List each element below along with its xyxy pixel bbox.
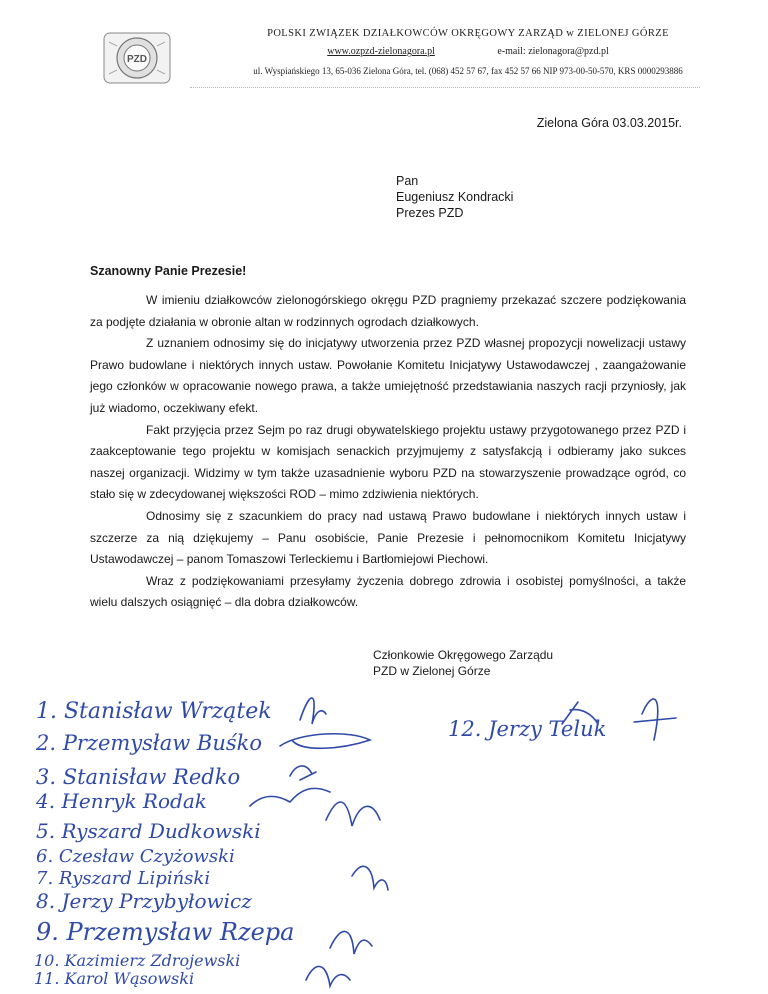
paragraph: W imieniu działkowców zielonogórskiego okręgu PZD pragniemy przekazać szczere podziękowania za podjęte działania w obronie altan w rodzinnych ogrodach działkowych.	[90, 293, 686, 329]
organization-address: ul. Wyspiańskiego 13, 65-036 Zielona Góra, tel. (068) 452 57 67, fax 452 57 66 NIP 973-00-50-570, KRS 0000293886	[253, 66, 683, 76]
greeting: Szanowny Panie Prezesie!	[90, 264, 247, 278]
header-divider	[190, 87, 700, 88]
website-link[interactable]: www.ozpzd-zielonagora.pl	[327, 46, 435, 57]
paragraph: Wraz z podziękowaniami przesyłamy życzenia dobrego zdrowia i osobistej pomyślności, a także wielu dalszych osiągnięć – dla dobra działkowców.	[90, 573, 686, 610]
svg-text:PZD: PZD	[127, 54, 147, 65]
letter-date: Zielona Góra 03.03.2015r.	[536, 116, 682, 130]
handwritten-signatures	[0, 680, 768, 994]
signature-10: 10. Kazimierz Zdrojewski	[34, 951, 241, 970]
signature-1: 1. Stanisław Wrzątek	[36, 699, 272, 724]
signature-11: 11. Karol Wąsowski	[34, 969, 195, 988]
recipient-block	[396, 173, 513, 221]
signature-scribbles	[250, 698, 676, 986]
signature-4: 4. Henryk Rodak	[36, 789, 207, 813]
signature-9: 9. Przemysław Rzepa	[36, 918, 295, 946]
closing-block	[373, 647, 553, 679]
signature-8: 8. Jerzy Przybyłowicz	[36, 889, 252, 913]
signature-3: 3. Stanisław Redko	[36, 765, 241, 789]
contact-links	[188, 46, 748, 57]
closing-line-1: Członkowie Okręgowego Zarządu	[373, 648, 554, 662]
signature-6: 6. Czesław Czyżowski	[36, 846, 235, 867]
pzd-logo	[103, 32, 171, 84]
signature-7: 7. Ryszard Lipiński	[36, 868, 211, 889]
recipient-name: Eugeniusz Kondracki	[396, 190, 514, 204]
recipient-salutation: Pan	[396, 174, 419, 188]
recipient-title: Prezes PZD	[396, 206, 464, 220]
letter-body	[90, 290, 686, 614]
closing-line-2: PZD w Zielonej Górze	[373, 664, 491, 678]
signature-5: 5. Ryszard Dudkowski	[36, 819, 261, 843]
paragraph: Z uznaniem odnosimy się do inicjatywy utworzenia przez PZD własnej propozycji nowelizacji ustawy Prawo budowlane i niektórych innych ustaw. Powołanie Komitetu Inicjatywy Ustawodawczej , zaangażowanie jego członków w opracowanie nowego prawa, a także umiejętność przedstawiania naszych racji przyniosły, jak już wiadomo, oczekiwany efekt.	[90, 336, 686, 415]
paragraph: Fakt przyjęcia przez Sejm po raz drugi obywatelskiego projektu ustawy przygotowanego przez PZD i zaakceptowanie tego projektu w komisjach senackich przyjmujemy z satysfakcją i odbieramy jako sukces naszej organizacji. Widzimy w tym także uzasadnienie wyboru PZD na stowarzyszenie prowadzące ogród, co stało się w zdecydowanej większości ROD – mimo zdziwienia niektórych.	[90, 422, 686, 502]
email-address[interactable]: e-mail: zielonagora@pzd.pl	[497, 46, 609, 57]
paragraph: Odnosimy się z szacunkiem do pracy nad ustawą Prawo budowlane i niektórych innych ustaw i szczerze za nią dziękujemy – Panu osobiście, Panie Prezesie i pełnomocnikom Komitetu Inicjatywy Ustawodawczej – panom Tomaszowi Terleckiemu i Bartłomiejowi Piechowi.	[90, 508, 686, 567]
signature-2: 2. Przemysław Buśko	[36, 731, 263, 755]
signature-12: 12. Jerzy Teluk	[448, 717, 607, 741]
organization-name: POLSKI ZWIĄZEK DZIAŁKOWCÓW OKRĘGOWY ZARZĄD w ZIELONEJ GÓRZE	[267, 28, 669, 39]
